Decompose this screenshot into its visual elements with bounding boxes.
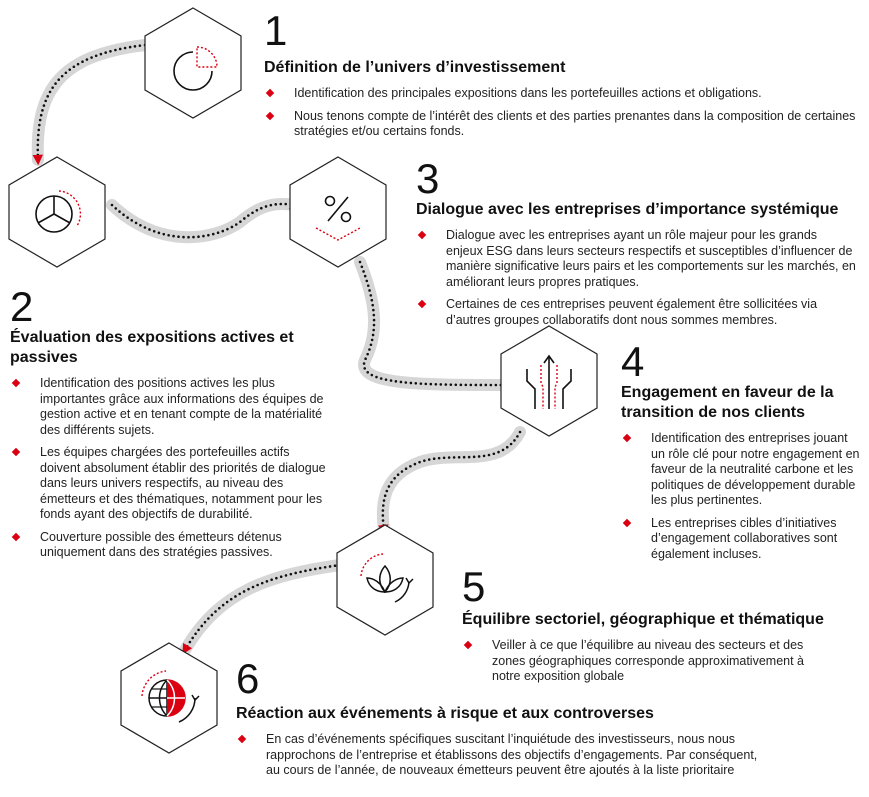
step-2-hexagon — [9, 157, 105, 267]
step-1-hexagon — [145, 8, 241, 118]
step-title: Évaluation des expositions actives et passives — [10, 329, 294, 366]
list-item: Dialogue avec les entreprises ayant un rôle majeur pour les grands enjeux ESG dans leurs secteurs respectifs et susceptibles d’influencer de manière significative leurs pairs et les comportements sur les marchés, en améliorant leurs propres pratiques. — [416, 228, 856, 290]
bullet-list — [264, 86, 864, 140]
step-6-hexagon — [121, 643, 217, 753]
step-3-hexagon — [290, 157, 386, 267]
list-item: Veiller à ce que l’équilibre au niveau des secteurs et des zones géographiques corresponde approximativement à notre exposition globale — [462, 638, 822, 685]
bullet-list — [10, 376, 330, 561]
list-item: Certaines de ces entreprises peuvent également être sollicitées via d’autres groupes collaboratifs dont nous sommes membres. — [416, 297, 856, 328]
connector-2-3 — [112, 204, 295, 237]
connector-5-6 — [185, 565, 340, 650]
step-number: 6 — [236, 655, 260, 702]
bullet-list — [416, 228, 856, 328]
step-4-hexagon — [501, 326, 597, 436]
list-item: Nous tenons compte de l’intérêt des clients et des parties prenantes dans la composition de certaines stratégies et/ou certains fonds. — [264, 109, 864, 140]
step-title: Équilibre sectoriel, géographique et thématique — [462, 611, 824, 628]
step-4 — [621, 338, 861, 569]
step-number: 5 — [462, 563, 486, 610]
bullet-list — [621, 431, 861, 562]
step-number: 4 — [621, 338, 645, 385]
step-number: 3 — [416, 155, 440, 202]
step-title: Engagement en faveur de la transition de nos clients — [621, 384, 834, 421]
step-5-hexagon — [337, 525, 433, 635]
connector-4-5 — [383, 432, 520, 530]
step-title: Dialogue avec les entreprises d’importance systémique — [416, 201, 839, 218]
step-number: 2 — [10, 283, 34, 330]
connector-1-2 — [38, 45, 145, 160]
list-item: En cas d’événements spécifiques suscitant l’inquiétude des investisseurs, nous nous rapprochons de l’entreprise et établissons des objectifs d’engagements. Par conséquent, au cours de l’année, de nouveaux émetteurs peuvent être ajoutés à la liste prioritaire — [236, 732, 771, 779]
step-1 — [264, 7, 864, 147]
step-title: Définition de l’univers d’investissement — [264, 59, 566, 76]
step-2 — [10, 283, 330, 568]
step-6 — [236, 655, 796, 786]
bullet-list — [236, 732, 771, 779]
list-item: Identification des positions actives les plus importantes grâce aux informations des équipes de gestion active et en tenant compte de la matérialité des différents sujets. — [10, 376, 330, 438]
list-item: Les équipes chargées des portefeuilles actifs doivent absolument établir des priorités de dialogue dans leurs univers respectifs, au niveau des émetteurs et des thématiques, notamment pour les fonds ayant des objectifs de durabilité. — [10, 445, 330, 523]
list-item: Les entreprises cibles d’initiatives d’engagement collaboratives sont également incluses. — [621, 516, 861, 563]
list-item: Identification des entreprises jouant un rôle clé pour notre engagement en faveur de la neutralité carbone et les politiques de développement durable les plus pertinentes. — [621, 431, 861, 509]
step-number: 1 — [264, 7, 288, 54]
step-3 — [416, 155, 856, 335]
step-title: Réaction aux événements à risque et aux controverses — [236, 705, 654, 722]
list-item: Couverture possible des émetteurs détenus uniquement dans des stratégies passives. — [10, 530, 330, 561]
list-item: Identification des principales expositions dans les portefeuilles actions et obligations. — [264, 86, 864, 102]
